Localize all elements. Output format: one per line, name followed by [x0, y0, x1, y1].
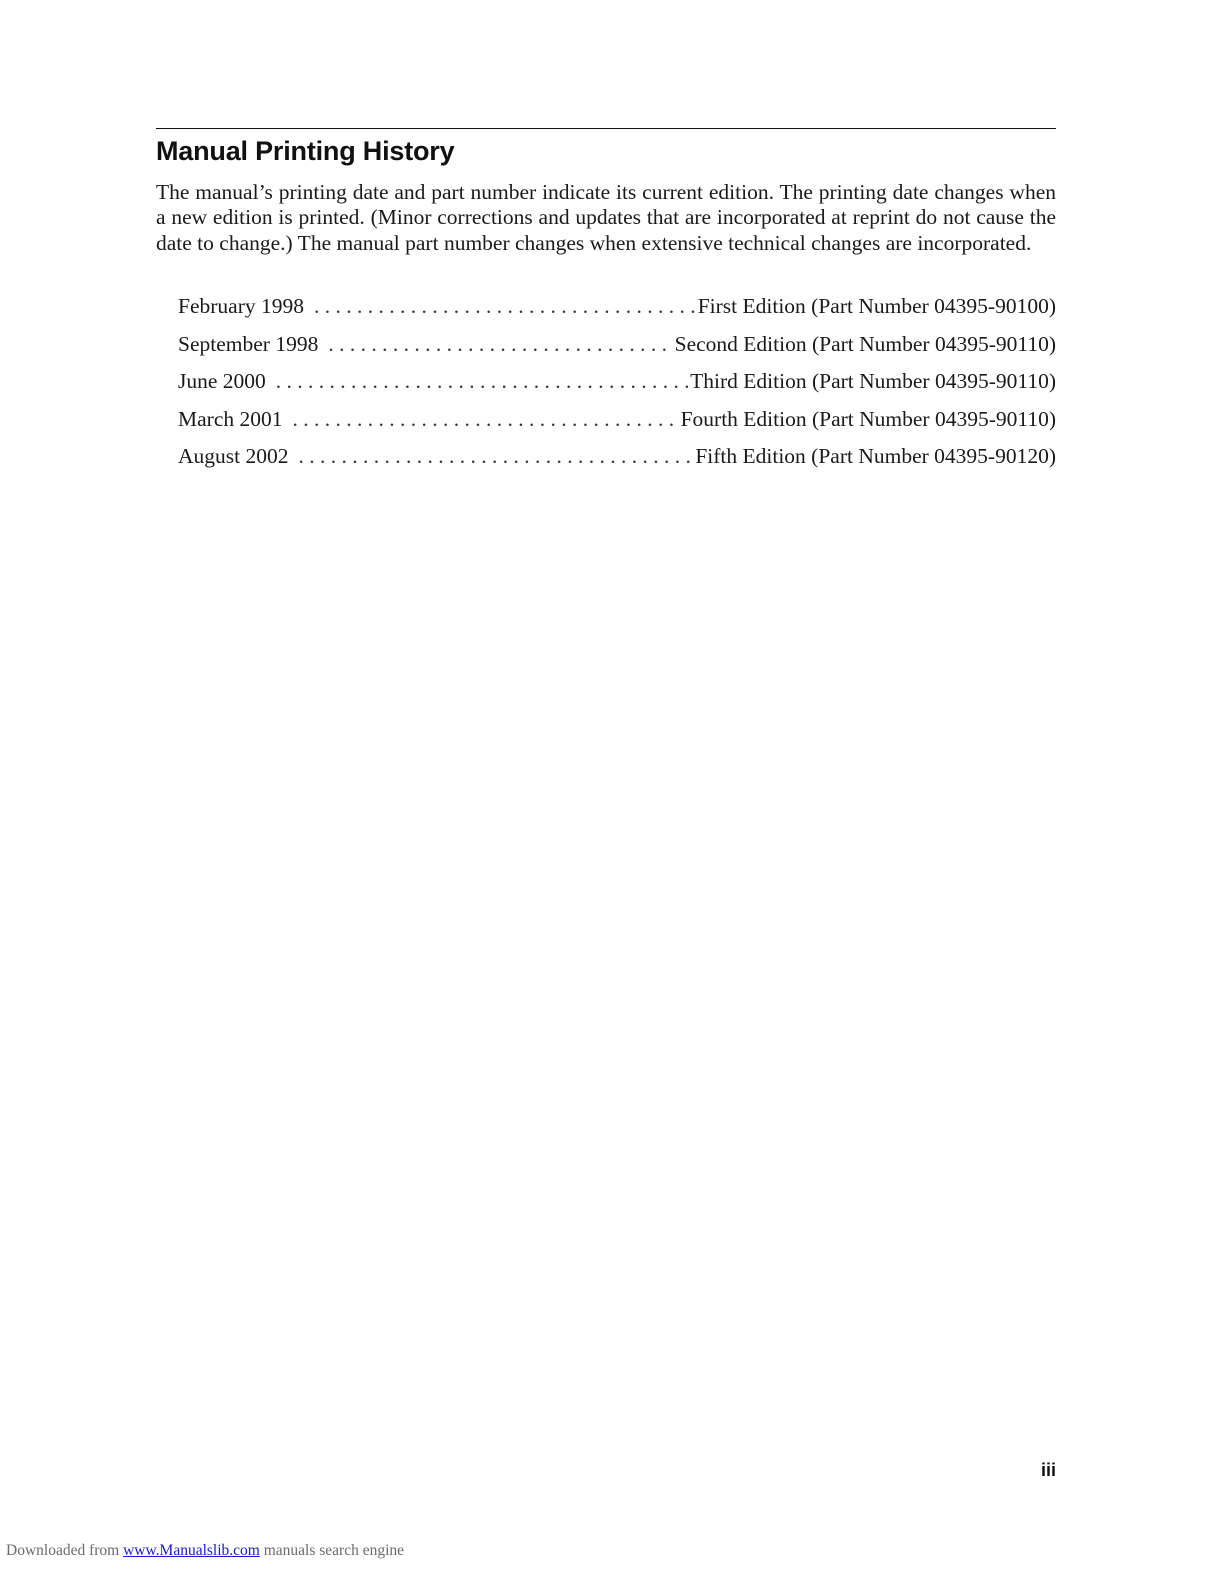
history-entry — [178, 367, 1056, 405]
page-title: Manual Printing History — [156, 136, 455, 166]
history-entry — [178, 405, 1056, 443]
history-edition: Second Edition (Part Number 04395-90110) — [674, 331, 1056, 356]
footer-suffix: manuals search engine — [263, 1542, 405, 1559]
history-date: February 1998 — [178, 294, 304, 318]
history-entry — [178, 330, 1056, 368]
manualslib-link[interactable]: www.Manualslib.com — [123, 1542, 260, 1559]
title-rule — [156, 128, 1056, 129]
history-edition: First Edition (Part Number 04395-90100) — [697, 294, 1056, 318]
history-edition: Third Edition (Part Number 04395-90110) — [690, 369, 1056, 394]
footer-prefix: Downloaded from — [6, 1542, 120, 1559]
download-footer — [6, 1540, 404, 1562]
dot-leader — [293, 405, 679, 433]
intro-paragraph: The manual’s printing date and part number indicate its current edition. The printing date changes when a new edition is printed. (Minor corrections and updates that are incorporated at reprint do not cause the date to change.) The manual part number changes when extensive technical changes are incorporated. — [156, 180, 1056, 255]
history-date: September 1998 — [178, 331, 319, 356]
dot-leader — [328, 330, 672, 358]
history-date: March 2001 — [178, 406, 283, 431]
history-date: August 2002 — [178, 444, 289, 469]
history-entry — [178, 442, 1056, 480]
history-entry — [178, 292, 1056, 330]
history-edition: Fourth Edition (Part Number 04395-90110) — [680, 406, 1056, 431]
history-edition: Fifth Edition (Part Number 04395-90120) — [695, 444, 1056, 469]
dot-leader — [299, 442, 694, 470]
dot-leader — [314, 292, 696, 320]
page-number: iii — [1040, 1460, 1056, 1480]
printing-history-list — [178, 292, 1056, 480]
dot-leader — [276, 367, 688, 395]
history-date: June 2000 — [178, 369, 266, 394]
